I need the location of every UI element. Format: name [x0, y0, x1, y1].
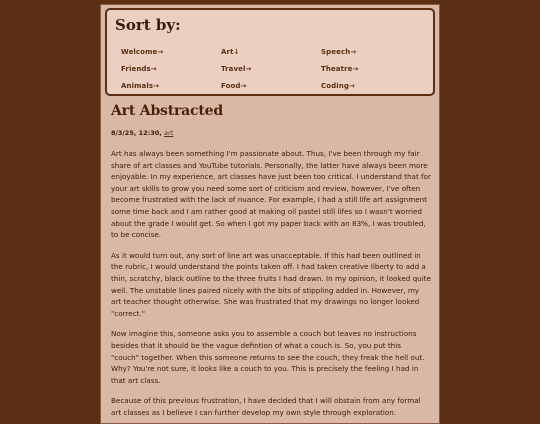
article [111, 103, 431, 424]
sort-link-art[interactable]: Art↓ [221, 48, 240, 56]
article-meta [111, 129, 431, 137]
article-paragraph: Because of this previous frustration, I have decided that I will obstain from any formal art classes as I believe I can further develop my own style through exploration. [111, 396, 421, 417]
sort-link-coding[interactable]: Coding→ [321, 82, 355, 90]
sort-link-speech[interactable]: Speech→ [321, 48, 357, 56]
sort-title: Sort by: [115, 16, 181, 34]
page-frame [100, 4, 440, 424]
article-tag-link[interactable]: art [164, 129, 174, 137]
article-date: 8/3/25, 12:30, [111, 129, 162, 137]
sort-link-friends[interactable]: Friends→ [121, 65, 157, 73]
sort-links [121, 44, 431, 95]
sort-link-animals[interactable]: Animals→ [121, 82, 160, 90]
sort-link-theatre[interactable]: Theatre→ [321, 65, 359, 73]
article-paragraph: Art has always been something I'm passionate about. Thus, I've been through my fair share of art classes and YouTube tutorials. Personally, the latter have always been more enjoyable. In my experience, art classes have just been too critical. I understand that for your art skills to grow you need some sort of criticism and review, however, I've often become frustrated with the lack of nuance. For example, I had a still life art assignment some time back and I am rather good at making oil pastel still lifes so I wasn't worried about the grade I would get. So when I got my paper back with an 83%, I was troubled, to be concise. [111, 149, 431, 240]
sort-link-food[interactable]: Food→ [221, 82, 247, 90]
sort-panel [105, 8, 435, 96]
sort-link-welcome[interactable]: Welcome→ [121, 48, 164, 56]
article-paragraph: As it would turn out, any sort of line art was unacceptable. If this had been outlined in the rubric, I would understand the points taken off. I had taken creative liberty to add a thin, scratchy, black outline to the three fruits I had drawn. In my opinion, it looked quite well. The unstable lines paired nicely with the bits of stippling added in. However, my art teacher thought otherwise. She was frustrated that my drawings no longer looked "correct." [111, 250, 431, 318]
sort-link-travel[interactable]: Travel→ [221, 65, 252, 73]
article-title: Art Abstracted [111, 103, 223, 119]
article-paragraph: Now imagine this, someone asks you to assemble a couch but leaves no instructions besides that it should be the vague defintion of what a couch is. So, you put this "couch" together. When this someone returns to see the couch, they freak the hell out. Why? You're not sure, it looks like a couch to you. This is precisely the feeling I had in that art class. [111, 329, 425, 385]
